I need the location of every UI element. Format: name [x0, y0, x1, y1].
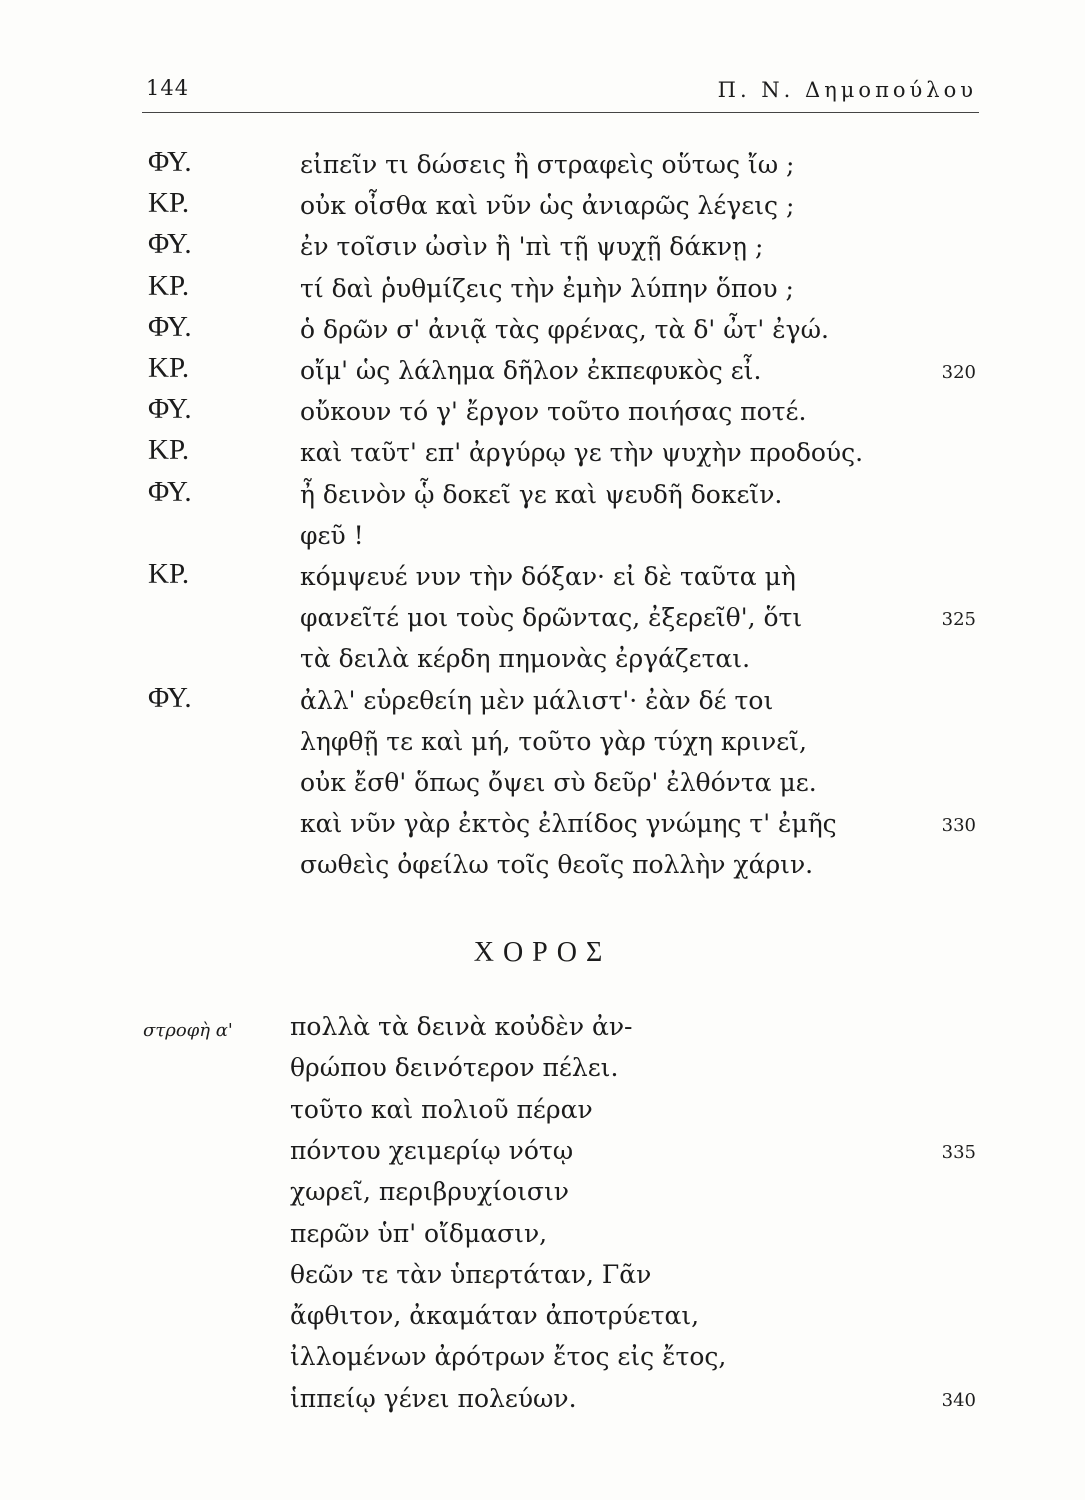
verse-line: εἰπεῖν τι δώσεις ἢ στραφεὶς οὕτως ἴω ;	[300, 150, 795, 179]
chorus-line: πολλὰ τὰ δεινὰ κοὐδὲν ἀν-	[290, 1012, 633, 1041]
speaker-label: ΦΥ.	[148, 393, 192, 426]
chorus-line: θρώπου δεινότερον πέλει.	[290, 1053, 619, 1083]
chorus-line: θεῶν τε τὰν ὑπερτάταν, Γᾶν	[290, 1259, 652, 1289]
verse-line: ληφθῇ τε καὶ μή, τοῦτο γὰρ τύχη κρινεῖ,	[300, 726, 807, 756]
strophe-label: στροφὴ α'	[143, 1020, 233, 1041]
verse-line: καὶ νῦν γὰρ ἐκτὸς ἐλπίδος γνώμης τ' ἐμῆς	[300, 809, 837, 839]
speaker-label: ΦΥ.	[148, 475, 192, 508]
verse-line: κόμψευέ νυν τὴν δόξαν· εἰ δὲ ταῦτα μὴ	[300, 562, 796, 591]
verse-line: οὔκουν τό γ' ἔργον τοῦτο ποιήσας ποτέ.	[300, 397, 807, 427]
verse-line: τὰ δειλὰ κέρδη πημονὰς ἐργάζεται.	[300, 644, 751, 674]
running-head: Π. Ν. Δημοπούλου	[717, 78, 977, 102]
verse-line: οἴμ' ὡς λάλημα δῆλον ἐκπεφυκὸς εἶ.	[300, 356, 762, 385]
verse-line: φανεῖτέ μοι τοὺς δρῶντας, ἐξερεῖθ', ὅτι	[300, 603, 803, 633]
speaker-label: ΚΡ.	[148, 558, 190, 590]
speaker-label: ΦΥ.	[148, 310, 192, 343]
line-number: 325	[941, 609, 976, 631]
verse-line: ἦ δεινὸν ᾧ δοκεῖ γε καὶ ψευδῆ δοκεῖν.	[300, 479, 783, 509]
verse-line: ἀλλ' εὑρεθείη μὲν μάλιστ'· ἐὰν δέ τοι	[300, 685, 774, 715]
verse-line: σωθεὶς ὀφείλω τοῖς θεοῖς πολλὴν χάριν.	[300, 850, 814, 880]
chorus-line: περῶν ὑπ' οἴδμασιν,	[290, 1218, 548, 1248]
verse-line: τί δαὶ ῥυθμίζεις τὴν ἐμὴν λύπην ὅπου ;	[300, 273, 794, 303]
chorus-line: τοῦτο καὶ πολιοῦ πέραν	[290, 1094, 593, 1124]
verse-line: ὁ δρῶν σ' ἀνιᾷ τὰς φρένας, τὰ δ' ὦτ' ἐγώ.	[300, 314, 829, 344]
chorus-line: χωρεῖ, περιβρυχίοισιν	[290, 1177, 569, 1207]
verse-line: οὐκ ἔσθ' ὅπως ὄψει σὺ δεῦρ' ἐλθόντα με.	[300, 768, 817, 797]
chorus-line: ἱππείῳ γένει πολεύων.	[290, 1383, 577, 1413]
chorus-line: ἰλλομένων ἀρότρων ἔτος εἰς ἔτος,	[290, 1342, 727, 1372]
chorus-line: πόντου χειμερίῳ νότῳ	[290, 1135, 574, 1165]
page-header	[142, 72, 979, 113]
verse-line: οὐκ οἶσθα καὶ νῦν ὡς ἀνιαρῶς λέγεις ;	[300, 191, 795, 221]
speaker-label: ΚΡ.	[148, 187, 190, 220]
chorus-heading: ΧΟΡΟΣ	[473, 937, 612, 968]
line-number: 320	[941, 362, 976, 383]
chorus-line: ἄφθιτον, ἀκαμάταν ἀποτρύεται,	[290, 1301, 700, 1331]
page-number: 144	[146, 76, 190, 100]
verse-line: φεῦ !	[300, 520, 364, 550]
speaker-label: ΦΥ.	[148, 228, 192, 261]
speaker-label: ΚΡ.	[148, 352, 190, 384]
speaker-label: ΦΥ.	[148, 681, 192, 714]
verse-line: καὶ ταῦτ' επ' ἀργύρῳ γε τὴν ψυχὴν προδούς.	[300, 438, 864, 468]
line-number: 335	[941, 1141, 976, 1163]
line-number: 340	[941, 1389, 976, 1411]
speaker-label: ΚΡ.	[148, 269, 190, 302]
line-number: 330	[941, 815, 976, 837]
speaker-label: ΚΡ.	[148, 434, 190, 467]
verse-line: ἐν τοῖσιν ὠσὶν ἢ 'πὶ τῇ ψυχῇ δάκνῃ ;	[300, 232, 764, 262]
speaker-label: ΦΥ.	[148, 146, 192, 178]
